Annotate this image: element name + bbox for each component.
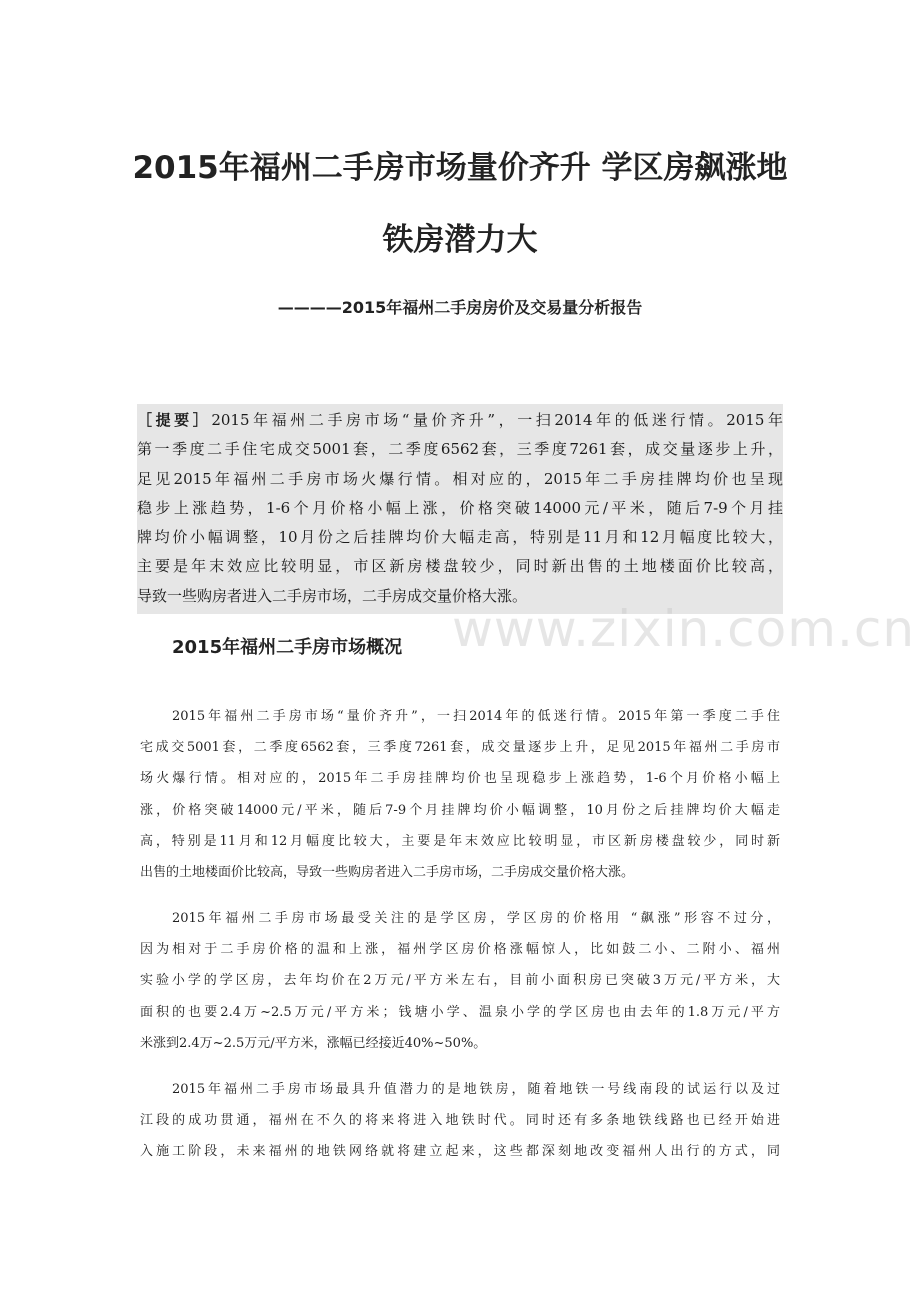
paragraph-line: 因为相对于二手房价格的温和上涨，福州学区房价格涨幅惊人，比如鼓二小、二附小、福州 (140, 942, 780, 958)
abstract-line: 第一季度二手住宅成交5001套，二季度6562套，三季度7261套，成交量逐步上升， (137, 440, 783, 459)
abstract-text: 2015年福州二手房市场“量价齐升”，一扫2014年的低迷行情。2015年 (211, 411, 783, 429)
paragraph-line: 江段的成功贯通，福州在不久的将来将进入地铁时代。同时还有多条地铁线路也已经开始进 (140, 1113, 780, 1129)
abstract-line: 牌均价小幅调整，10月份之后挂牌均价大幅走高，特别是11月和12月幅度比较大， (137, 528, 783, 547)
paragraph-line: 2015年福州二手房市场最具升值潜力的是地铁房，随着地铁一号线南段的试运行以及过 (172, 1082, 780, 1097)
abstract-line: 足见2015年福州二手房市场火爆行情。相对应的，2015年二手房挂牌均价也呈现 (137, 469, 783, 488)
paragraph-line: 宅成交5001套，二季度6562套，三季度7261套，成交量逐步上升，足见2015年福州二手房市 (140, 740, 780, 756)
paragraph-line: 2015年福州二手房市场“量价齐升”，一扫2014年的低迷行情。2015年第一季度二手住 (172, 709, 780, 724)
abstract-line: 主要是年末效应比较明显，市区新房楼盘较少，同时新出售的土地楼面价比较高， (137, 557, 783, 576)
abstract-line: 导致一些购房者进入二手房市场，二手房成交量价格大涨。 (137, 586, 528, 605)
paragraph-2 (140, 903, 780, 1059)
document-subtitle: ————2015年福州二手房房价及交易量分析报告 (277, 298, 643, 317)
paragraph-line: 实验小学的学区房，去年均价在2万元/平方米左右，目前小面积房已突破3万元/平方米，大 (140, 973, 780, 989)
paragraph-line: 场火爆行情。相对应的，2015年二手房挂牌均价也呈现稳步上涨趋势，1-6个月价格小幅上 (140, 771, 780, 787)
paragraph-line: 2015年福州二手房市场最受关注的是学区房，学区房的价格用 “飙涨”形容不过分， (172, 911, 780, 926)
paragraph-line: 出售的土地楼面价比较高，导致一些购房者进入二手房市场，二手房成交量价格大涨。 (140, 864, 635, 880)
document-title-line-1: 2015年福州二手房市场量价齐升 学区房飙涨地 (132, 150, 788, 186)
watermark: www.zixin.com.cn (452, 600, 916, 658)
paragraph-line: 高，特别是11月和12月幅度比较大，主要是年末效应比较明显，市区新房楼盘较少，同时新 (140, 833, 780, 849)
paragraph-line: 面积的也要2.4万~2.5万元/平方米；钱塘小学、温泉小学的学区房也由去年的1.8万元/平方 (140, 1004, 780, 1020)
paragraph-line: 入施工阶段，未来福州的地铁网络就将建立起来，这些都深刻地改变福州人出行的方式，同 (140, 1144, 780, 1160)
paragraph-3 (140, 1074, 780, 1168)
abstract-box (137, 404, 783, 614)
paragraph-1 (140, 701, 780, 888)
abstract-line: 稳步上涨趋势，1-6个月价格小幅上涨，价格突破14000元/平米，随后7-9个月挂 (137, 498, 783, 517)
document-title-line-2: 铁房潜力大 (382, 222, 538, 258)
abstract-tag: ［提要］ (137, 411, 212, 429)
abstract-line (137, 406, 783, 435)
paragraph-line: 涨，价格突破14000元/平米，随后7-9个月挂牌均价小幅调整，10月份之后挂牌均价大幅走 (140, 802, 780, 818)
section-heading: 2015年福州二手房市场概况 (172, 637, 403, 658)
paragraph-line: 米涨到2.4万~2.5万元/平方米，涨幅已经接近40%~50%。 (140, 1035, 487, 1051)
